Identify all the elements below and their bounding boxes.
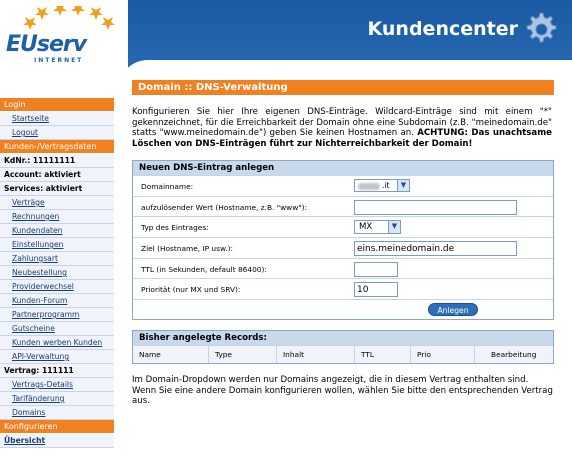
records-table (132, 330, 554, 364)
form-row-domain (133, 175, 553, 196)
domain-select[interactable] (354, 179, 410, 192)
form-row-type (133, 216, 553, 237)
sidebar-item-logout[interactable]: Logout (0, 126, 114, 140)
intro-paragraph: Konfigurieren Sie hier Ihre eigenen DNS-Einträge. Wildcard-Einträge sind mit einem "*" gekennzeichnet, für die Erreichbarkeit der Domain ohne eine Subdomain (z.B. "meinedomain.de" statts "www.meinedomain.de") geben Sie keinen Hostnamen an. (132, 107, 552, 138)
sidebar-item-api-verwaltung[interactable]: API-Verwaltung (0, 350, 114, 364)
outro-text: Im Domain-Dropdown werden nur Domains angezeigt, die in diesem Vertrag enthalten sind. Wenn Sie eine andere Domain konfigurieren wollen, wählen Sie bitte den entsprechenden Vertrag aus. (132, 375, 553, 407)
target-input[interactable]: eins.meinedomain.de (354, 241, 517, 256)
warning-text: ACHTUNG: Das unachtsame Löschen von DNS-Einträgen führt zur Nichterreichbarkeit der Domain! (132, 128, 552, 149)
form-row-target (133, 237, 553, 258)
priority-input[interactable]: 10 (354, 282, 398, 297)
sidebar-item-domains[interactable]: Domains (0, 406, 114, 420)
sidebar (0, 98, 114, 448)
logo-subtext: INTERNET (34, 57, 84, 64)
column-type: Type (209, 346, 277, 363)
new-entry-form (132, 160, 554, 320)
blurred-domain (358, 183, 380, 190)
chevron-down-icon: ▼ (397, 180, 409, 191)
intro-text (132, 107, 554, 149)
page-title: Domain :: DNS-Verwaltung (132, 80, 554, 95)
column-ttl: TTL (355, 346, 411, 363)
page-header (0, 0, 572, 90)
form-row-value (133, 196, 553, 217)
sidebar-item-kunden-forum[interactable]: Kunden-Forum (0, 294, 114, 308)
records-heading: Bisher angelegte Records: (133, 331, 553, 345)
sidebar-item-startseite[interactable]: Startseite (0, 112, 114, 126)
services-status: Services: aktiviert (0, 182, 114, 196)
domain-tld: .it (382, 181, 390, 190)
sidebar-item-gutscheine[interactable]: Gutscheine (0, 322, 114, 336)
form-heading: Neuen DNS-Eintrag anlegen (133, 161, 553, 175)
hostname-input[interactable] (354, 200, 517, 215)
type-value: MX (359, 222, 373, 233)
sidebar-item-uebersicht[interactable]: Übersicht (0, 434, 114, 448)
sidebar-item-providerwechsel[interactable]: Providerwechsel (0, 280, 114, 294)
sidebar-item-vertrags-details[interactable]: Vertrags-Details (0, 378, 114, 392)
domain-label: Domainname: (141, 182, 194, 191)
sidebar-item-kundendaten[interactable]: Kundendaten (0, 224, 114, 238)
sidebar-item-vertraege[interactable]: Verträge (0, 196, 114, 210)
type-label: Typ des Eintrages: (141, 223, 209, 233)
form-row-priority (133, 278, 553, 299)
value-label: aufzulösender Wert (Hostname, z.B. "www"): (141, 202, 308, 212)
main-content (132, 80, 554, 407)
sidebar-item-partnerprogramm[interactable]: Partnerprogramm (0, 308, 114, 322)
column-inhalt: Inhalt (277, 346, 355, 363)
submit-button[interactable]: Anlegen (428, 303, 478, 316)
customer-number: KdNr.: 11111111 (0, 154, 114, 168)
records-header-row (133, 345, 553, 363)
ttl-label: TTL (in Sekunden, default 86400): (141, 264, 267, 274)
form-actions (133, 299, 553, 319)
sidebar-item-einstellungen[interactable]: Einstellungen (0, 238, 114, 252)
contract-number: Vertrag: 111111 (0, 364, 114, 378)
chevron-down-icon: ▼ (388, 221, 400, 233)
priority-label: Priorität (nur MX und SRV): (141, 285, 241, 295)
sidebar-item-zahlungsart[interactable]: Zahlungsart (0, 252, 114, 266)
sidebar-head-config: Konfigurieren (0, 420, 114, 434)
sidebar-item-rechnungen[interactable]: Rechnungen (0, 210, 114, 224)
column-name: Name (133, 346, 209, 363)
sidebar-item-neubestellung[interactable]: Neubestellung (0, 266, 114, 280)
column-bearbeitung: Bearbeitung (491, 350, 537, 360)
ttl-input[interactable] (354, 262, 398, 277)
column-prio: Prio (411, 346, 475, 363)
logo-text: EUserv (6, 32, 87, 57)
type-select[interactable] (354, 220, 401, 234)
sidebar-item-tarifaenderung[interactable]: Tarifänderung (0, 392, 114, 406)
gear-icon (522, 10, 558, 46)
portal-title: Kundencenter (367, 18, 518, 40)
account-status: Account: aktiviert (0, 168, 114, 182)
sidebar-head-contract: Kunden-/Vertragsdaten (0, 140, 114, 154)
sidebar-item-kunden-werben-kunden[interactable]: Kunden werben Kunden (0, 336, 114, 350)
form-row-ttl (133, 258, 553, 279)
sidebar-head-login: Login (0, 98, 114, 112)
target-label: Ziel (Hostname, IP usw.): (141, 244, 234, 254)
logo[interactable] (0, 0, 128, 90)
